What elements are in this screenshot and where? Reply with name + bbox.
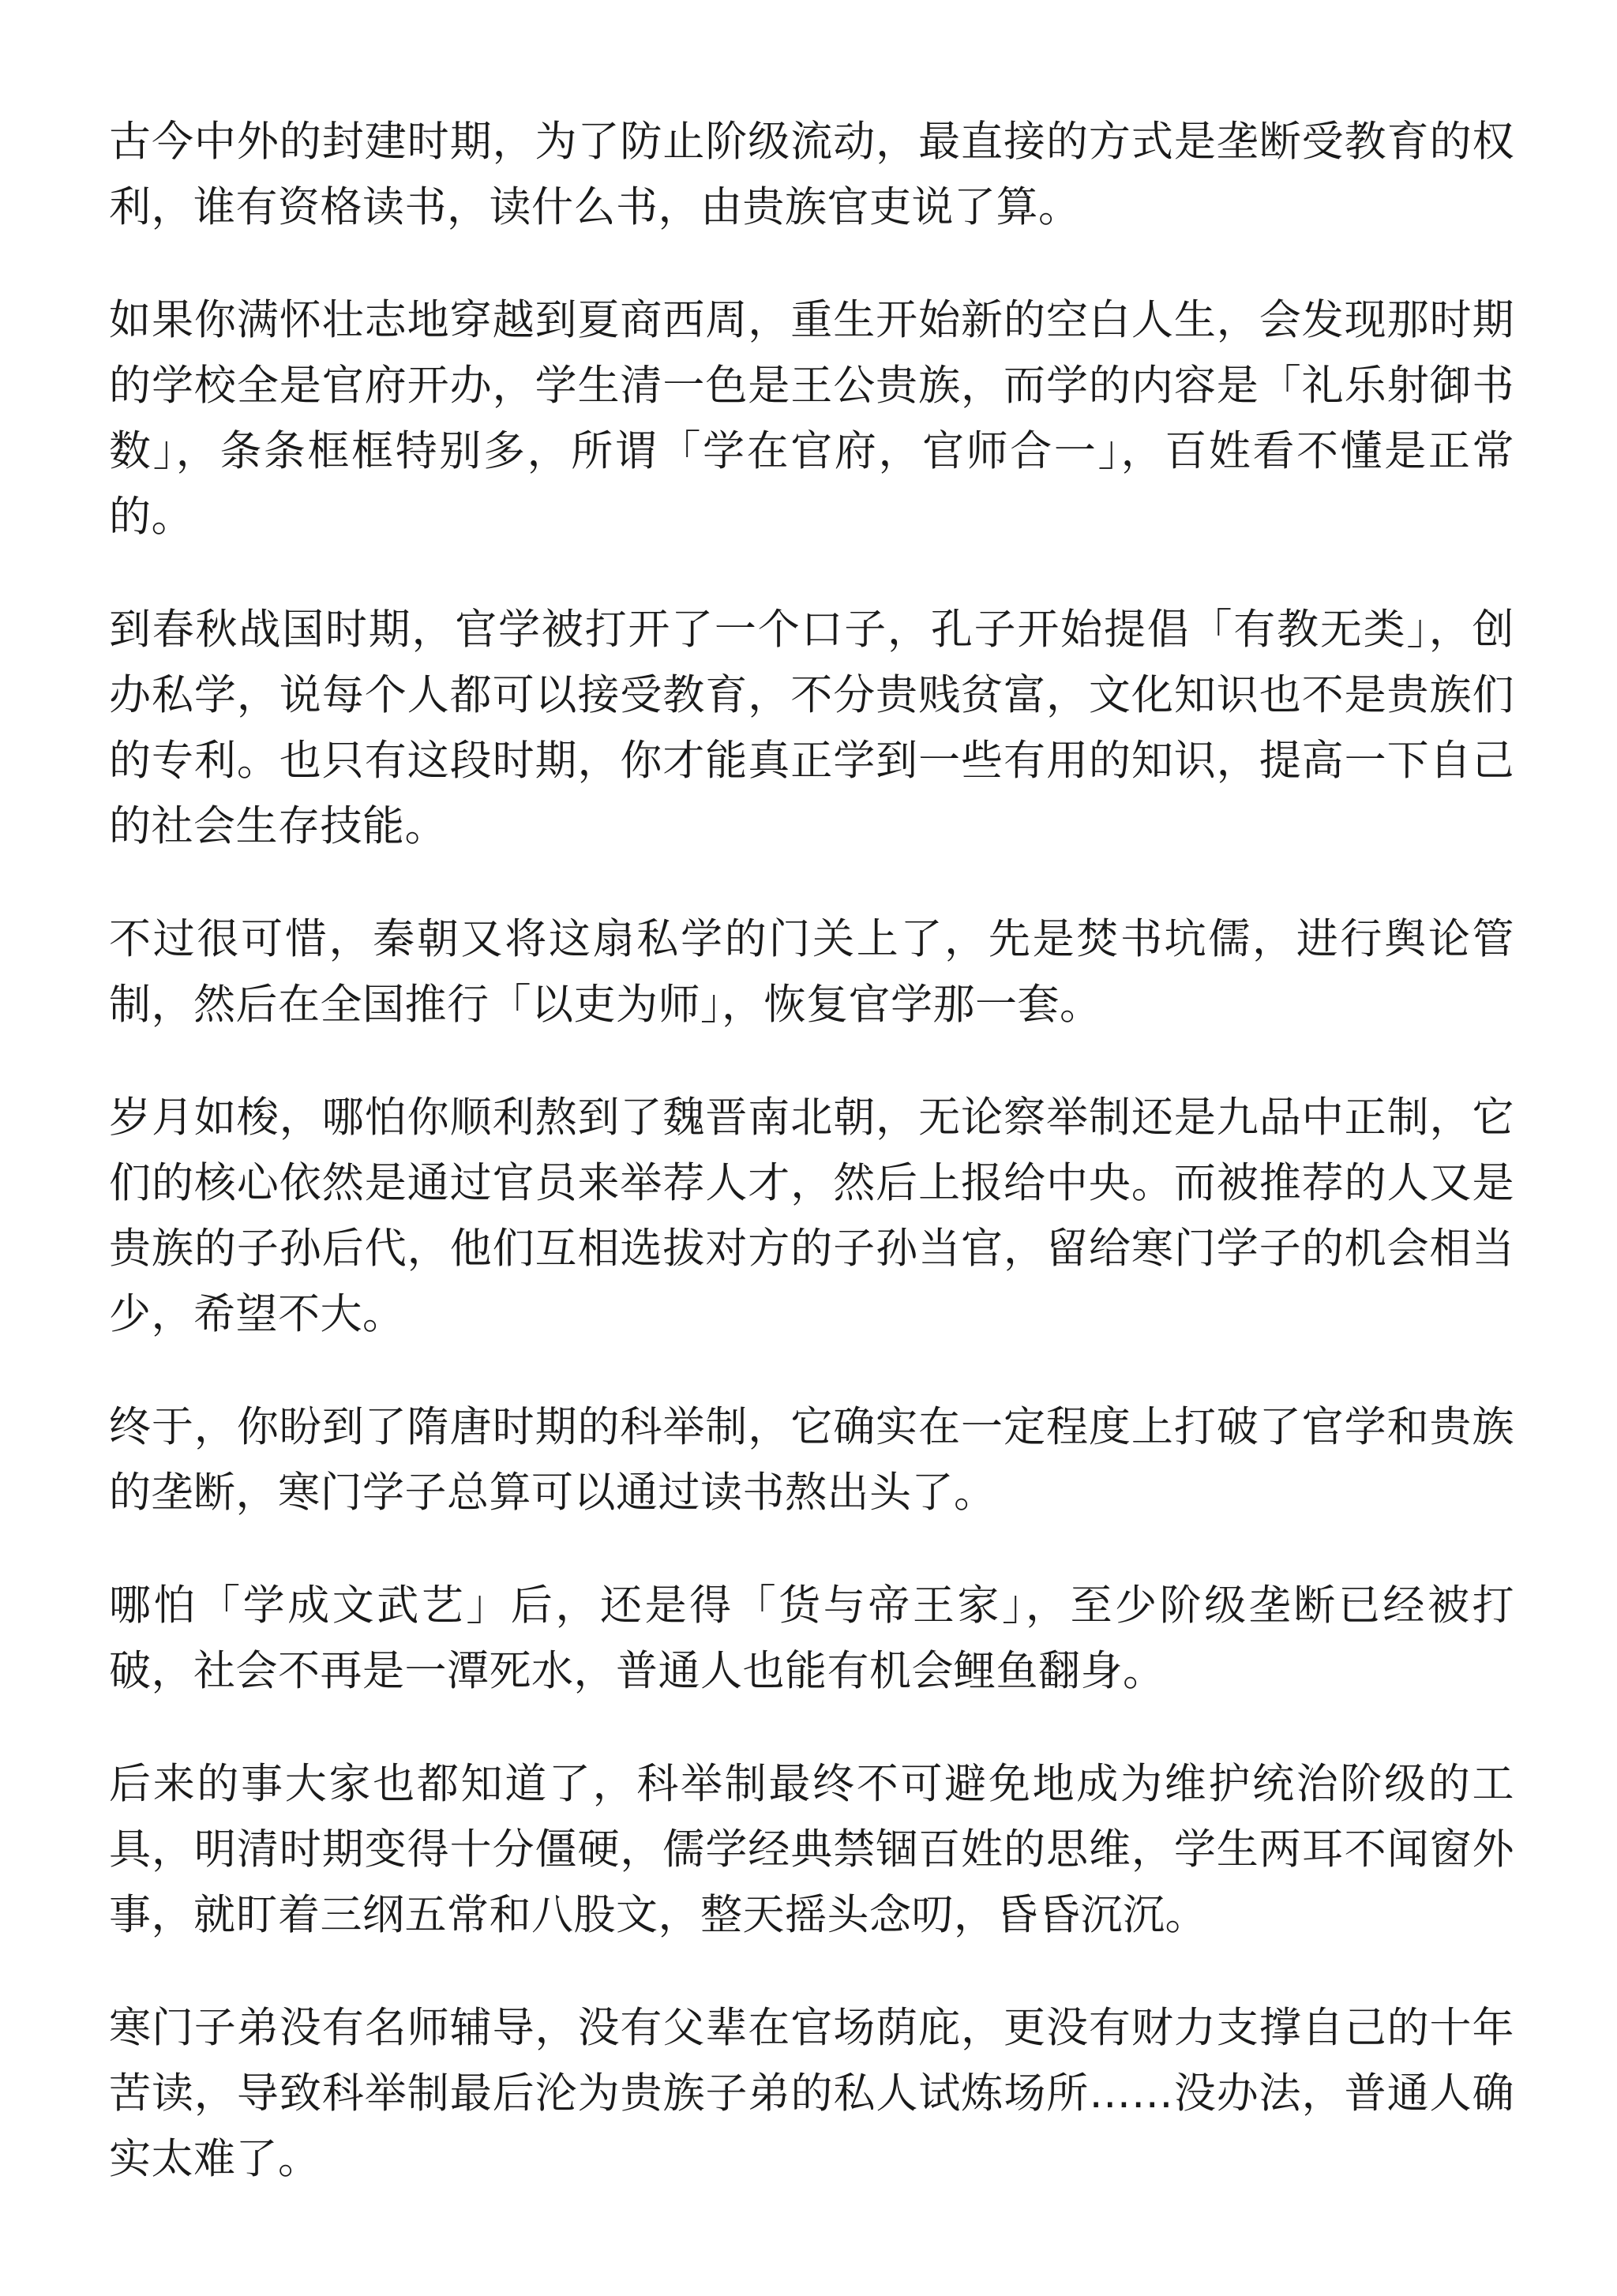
paragraph-6: 终于，你盼到了隋唐时期的科举制，它确实在一定程度上打破了官学和贵族的垄断，寒门学子总算可以通过读书熬出头了。: [109, 1403, 1514, 1517]
paragraph-5: 岁月如梭，哪怕你顺利熬到了魏晋南北朝，无论察举制还是九品中正制，它们的核心依然是通过官员来举荐人才，然后上报给中央。而被推荐的人又是贵族的子孙后代，他们互相选拔对方的子孙当官，留给寒门学子的机会相当少，希望不大。: [109, 1094, 1514, 1338]
paragraph-1: 古今中外的封建时期，为了防止阶级流动，最直接的方式是垄断受教育的权利，谁有资格读书，读什么书，由贵族官吏说了算。: [109, 118, 1514, 231]
paragraph-7: 哪怕「学成文武艺」后，还是得「货与帝王家」，至少阶级垄断已经被打破，社会不再是一潭死水，普通人也能有机会鲤鱼翻身。: [109, 1581, 1514, 1695]
paragraph-4: 不过很可惜，秦朝又将这扇私学的门关上了，先是焚书坑儒，进行舆论管制，然后在全国推行「以吏为师」，恢复官学那一套。: [109, 915, 1514, 1029]
paragraph-3: 到春秋战国时期，官学被打开了一个口子，孔子开始提倡「有教无类」，创办私学，说每个人都可以接受教育，不分贵贱贫富，文化知识也不是贵族们的专利。也只有这段时期，你才能真正学到一些有用的知识，提高一下自己的社会生存技能。: [109, 606, 1514, 850]
paragraph-9: 寒门子弟没有名师辅导，没有父辈在官场荫庇，更没有财力支撑自己的十年苦读，导致科举制最后沦为贵族子弟的私人试炼场所……没办法，普通人确实太难了。: [109, 2004, 1514, 2183]
article-body: [109, 109, 1514, 2239]
paragraph-2: 如果你满怀壮志地穿越到夏商西周，重生开始新的空白人生，会发现那时期的学校全是官府开办，学生清一色是王公贵族，而学的内容是「礼乐射御书数」，条条框框特别多，所谓「学在官府，官师合一」，百姓看不懂是正常的。: [109, 296, 1514, 541]
paragraph-8: 后来的事大家也都知道了，科举制最终不可避免地成为维护统治阶级的工具，明清时期变得十分僵硬，儒学经典禁锢百姓的思维，学生两耳不闻窗外事，就盯着三纲五常和八股文，整天摇头念叨，昏昏沉沉。: [109, 1760, 1514, 1939]
